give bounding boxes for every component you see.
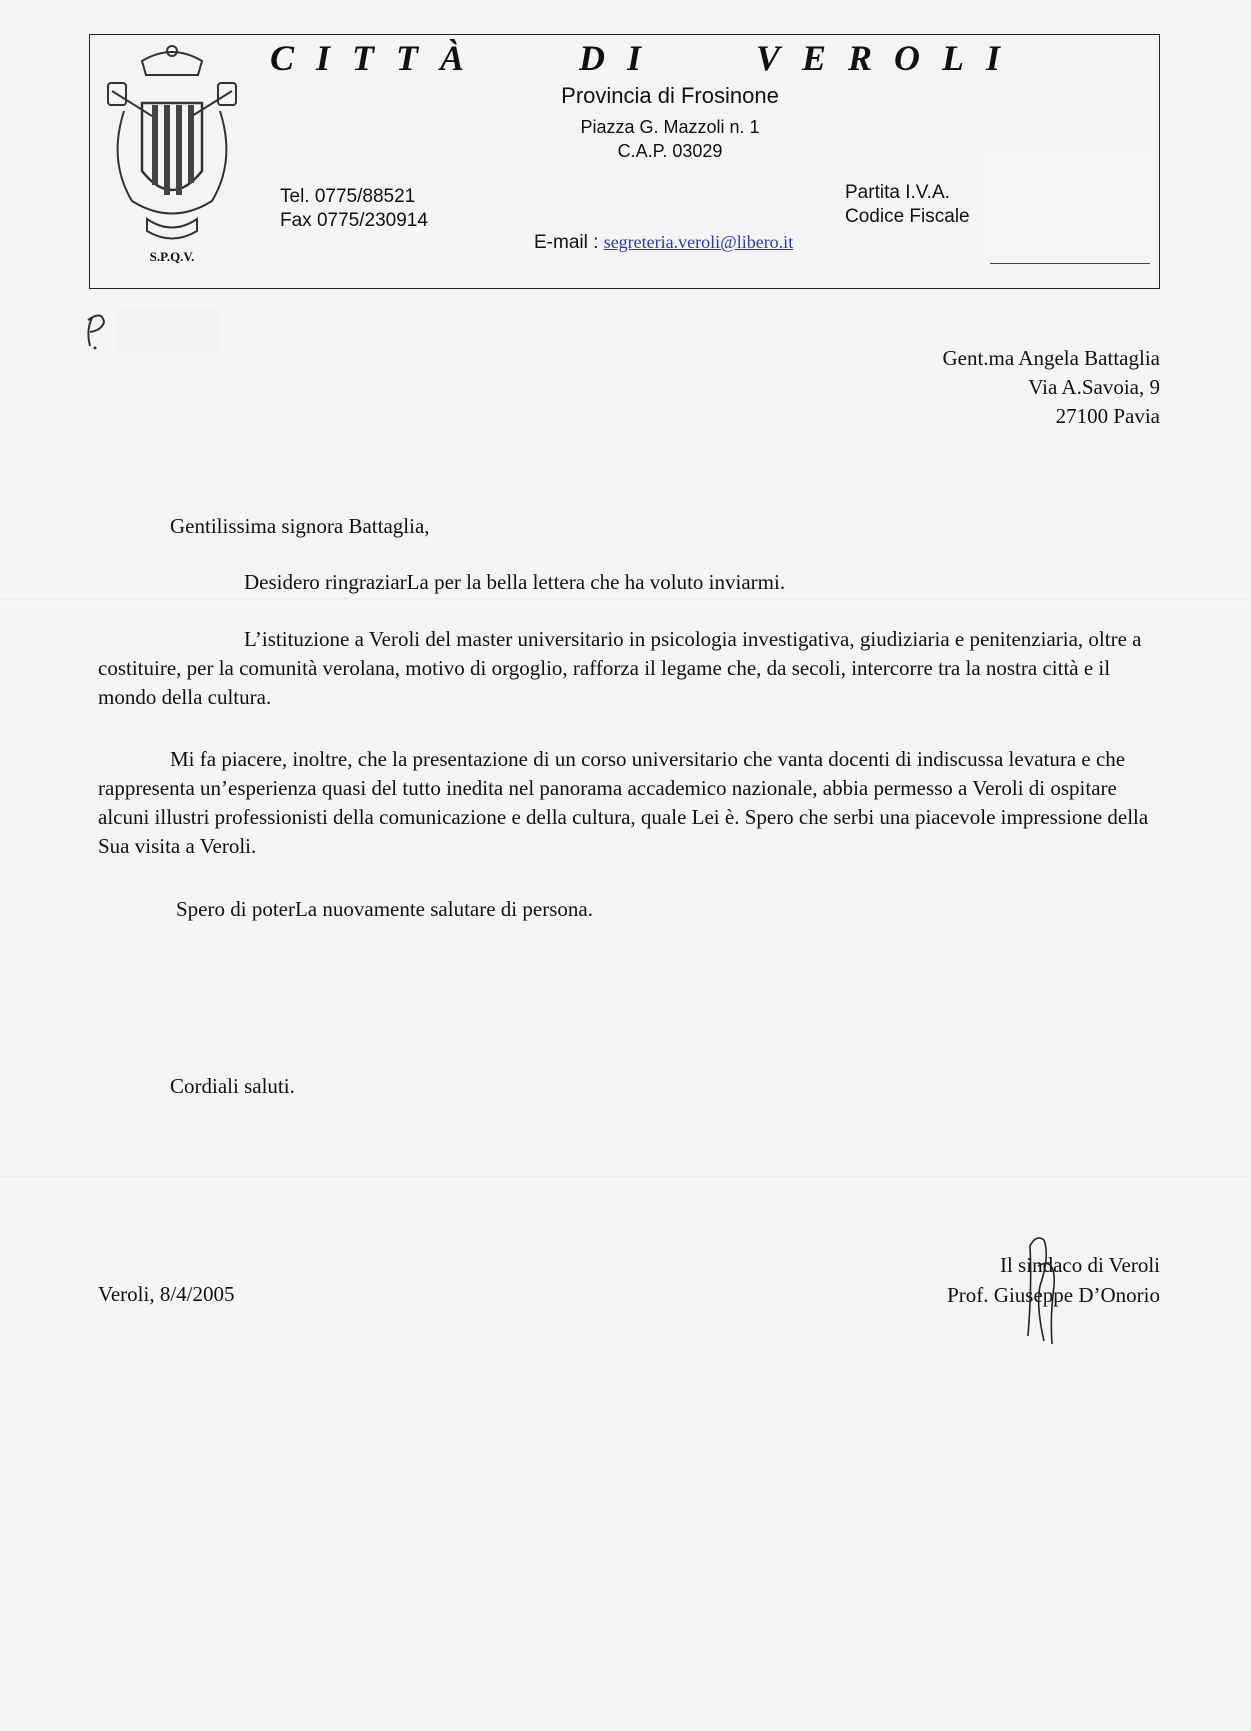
signatory-name: Prof. Giuseppe D’Onorio bbox=[947, 1283, 1160, 1307]
paper-fold bbox=[0, 1176, 1251, 1179]
tax-info bbox=[845, 181, 970, 229]
email-label: E-mail : bbox=[534, 232, 604, 253]
coat-of-arms-icon bbox=[102, 41, 242, 246]
email-link[interactable]: segreteria.veroli@libero.it bbox=[603, 232, 794, 252]
email-line bbox=[534, 232, 793, 254]
recipient-address bbox=[942, 344, 1160, 431]
paragraph-4: Spero di poterLa nuovamente salutare di persona. bbox=[176, 897, 593, 921]
paragraph-1: Desidero ringraziarLa per la bella lettera che ha voluto inviarmi. bbox=[244, 570, 786, 594]
address bbox=[470, 115, 870, 163]
handwritten-signature-icon bbox=[1010, 1226, 1070, 1346]
contact-phones bbox=[280, 185, 428, 233]
paragraph-3: Mi fa piacere, inoltre, che la presentazione di un corso universitario che vanta docenti di indiscussa levatura e che rappresenta un’esperienza quasi del tutto inedita nel panorama accademico nazionale, abbia permesso a Veroli di ospitare alcuni illustri professionisti della comunicazione e della cultura, quale Lei è. Spero che serbi una piacevole impressione della Sua visita a Veroli. bbox=[98, 747, 1149, 858]
vat-label: Partita I.V.A. bbox=[845, 182, 950, 203]
telephone: Tel. 0775/88521 bbox=[280, 186, 416, 207]
signatory-role: Il sindaco di Veroli bbox=[999, 1253, 1160, 1277]
crest-motto: S.P.Q.V. bbox=[149, 249, 195, 264]
city-title: CITTÀ DI VEROLI bbox=[270, 38, 1023, 78]
letter-date: Veroli, 8/4/2005 bbox=[98, 1282, 235, 1306]
handwritten-mark-icon bbox=[78, 300, 228, 370]
letterhead bbox=[89, 34, 1160, 289]
redacted-tax-numbers bbox=[990, 153, 1150, 264]
salutation: Gentilissima signora Battaglia, bbox=[170, 514, 430, 538]
address-line: Piazza G. Mazzoli n. 1 bbox=[580, 117, 760, 137]
postal-code: C.A.P. 03029 bbox=[617, 141, 723, 161]
closing: Cordiali saluti. bbox=[170, 1074, 295, 1098]
province: Provincia di Frosinone bbox=[561, 83, 779, 108]
recipient-name: Gent.ma Angela Battaglia bbox=[942, 346, 1160, 370]
recipient-street: Via A.Savoia, 9 bbox=[1028, 375, 1160, 399]
coat-of-arms bbox=[102, 41, 242, 269]
recipient-city: 27100 Pavia bbox=[1055, 404, 1160, 428]
tax-code-label: Codice Fiscale bbox=[845, 206, 970, 227]
fax: Fax 0775/230914 bbox=[280, 210, 428, 231]
paper-fold bbox=[0, 598, 1251, 601]
paragraph-2: L’istituzione a Veroli del master universitario in psicologia investigativa, giudiziaria e penitenziaria, oltre a costituire, per la comunità verolana, motivo di orgoglio, rafforza il legame che, da secoli, intercorre tra la nostra città e il mondo della cultura. bbox=[98, 627, 1142, 709]
